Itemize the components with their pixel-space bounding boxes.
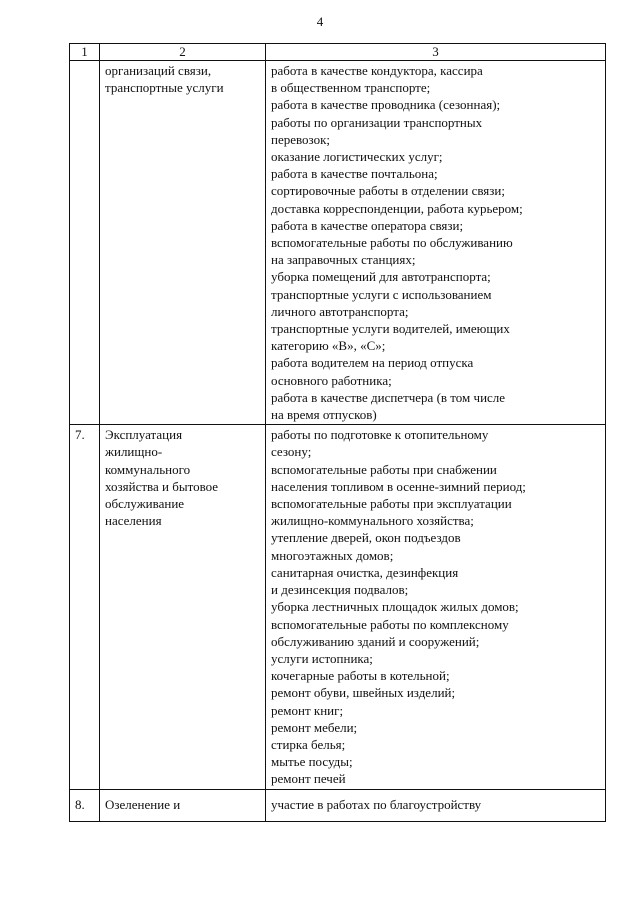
activities-table — [69, 43, 606, 822]
category-line: Озеленение и — [105, 796, 181, 812]
work-list-cell — [266, 425, 606, 789]
category-cell — [100, 425, 266, 789]
category-cell — [100, 789, 266, 821]
work-line: населения топливом в осенне-зимний период; — [271, 478, 526, 494]
work-line: работа в качестве почтальона; — [271, 166, 438, 182]
work-line: уборка лестничных площадок жилых домов; — [271, 599, 519, 615]
work-line: ремонт книг; — [271, 702, 344, 718]
row-number — [70, 61, 100, 425]
work-line: ремонт печей — [271, 771, 346, 787]
work-line: работы по подготовке к отопительному — [271, 427, 489, 443]
work-line: ремонт мебели; — [271, 719, 358, 735]
work-list-cell — [266, 789, 606, 821]
work-line: в общественном транспорте; — [271, 80, 431, 96]
work-line: на время отпусков) — [271, 407, 377, 423]
work-line: утепление дверей, окон подъездов — [271, 530, 461, 546]
work-line: оказание логистических услуг; — [271, 149, 443, 165]
row-number: 8. — [70, 789, 100, 821]
work-line: транспортные услуги с использованием — [271, 286, 492, 302]
work-line: работа в качестве проводника (сезонная); — [271, 97, 501, 113]
header-col-2: 2 — [100, 44, 266, 61]
work-line: санитарная очистка, дезинфекция — [271, 564, 459, 580]
work-line: категорию «В», «С»; — [271, 338, 386, 354]
category-line: Эксплуатация — [105, 427, 183, 443]
category-line: населения — [105, 513, 162, 529]
work-line: вспомогательные работы по обслуживанию — [271, 235, 513, 251]
work-line: на заправочных станциях; — [271, 252, 416, 268]
work-line: мытье посуды; — [271, 754, 353, 770]
work-line: кочегарные работы в котельной; — [271, 668, 450, 684]
work-line: услуги истопника; — [271, 650, 373, 666]
work-line: сезону; — [271, 444, 312, 460]
category-line: организаций связи, — [105, 63, 212, 78]
work-line: сортировочные работы в отделении связи; — [271, 183, 505, 199]
work-line: вспомогательные работы по комплексному — [271, 616, 509, 632]
category-line: транспортные услуги — [105, 80, 224, 96]
work-line: и дезинсекция подвалов; — [271, 582, 409, 598]
work-line: участие в работах по благоустройству — [271, 796, 482, 812]
page-number: 4 — [316, 14, 324, 29]
work-line: доставка корреспонденции, работа курьером; — [271, 200, 523, 216]
category-line: обслуживание — [105, 496, 185, 512]
work-line: работы по организации транспортных — [271, 114, 483, 130]
work-line: уборка помещений для автотранспорта; — [271, 269, 491, 285]
table-row-8 — [70, 789, 606, 821]
work-line: работа в качестве диспетчера (в том числе — [271, 389, 506, 405]
work-line: ремонт обуви, швейных изделий; — [271, 685, 456, 701]
row-number: 7. — [70, 425, 100, 789]
work-list-cell — [266, 61, 606, 425]
category-line: коммунального — [105, 461, 191, 477]
work-line: вспомогательные работы при снабжении — [271, 461, 497, 477]
work-line: работа водителем на период отпуска — [271, 355, 474, 371]
work-line: личного автотранспорта; — [271, 303, 409, 319]
work-line: стирка белья; — [271, 736, 346, 752]
work-line: обслуживанию зданий и сооружений; — [271, 633, 480, 649]
work-line: многоэтажных домов; — [271, 547, 394, 563]
table-header-row — [70, 44, 606, 61]
work-line: работа в качестве оператора связи; — [271, 217, 464, 233]
work-line: вспомогательные работы при эксплуатации — [271, 496, 512, 512]
category-cell — [100, 61, 266, 425]
table-row-7 — [70, 425, 606, 789]
work-line: жилищно-коммунального хозяйства; — [271, 513, 474, 529]
table-row-continuation — [70, 61, 606, 425]
header-col-1: 1 — [70, 44, 100, 61]
work-line: основного работника; — [271, 372, 392, 388]
category-line: хозяйства и бытовое — [105, 478, 219, 494]
work-line: работа в качестве кондуктора, кассира — [271, 63, 483, 78]
work-line: перевозок; — [271, 131, 331, 147]
work-line: транспортные услуги водителей, имеющих — [271, 321, 510, 337]
category-line: жилищно- — [105, 444, 163, 460]
header-col-3: 3 — [266, 44, 606, 61]
